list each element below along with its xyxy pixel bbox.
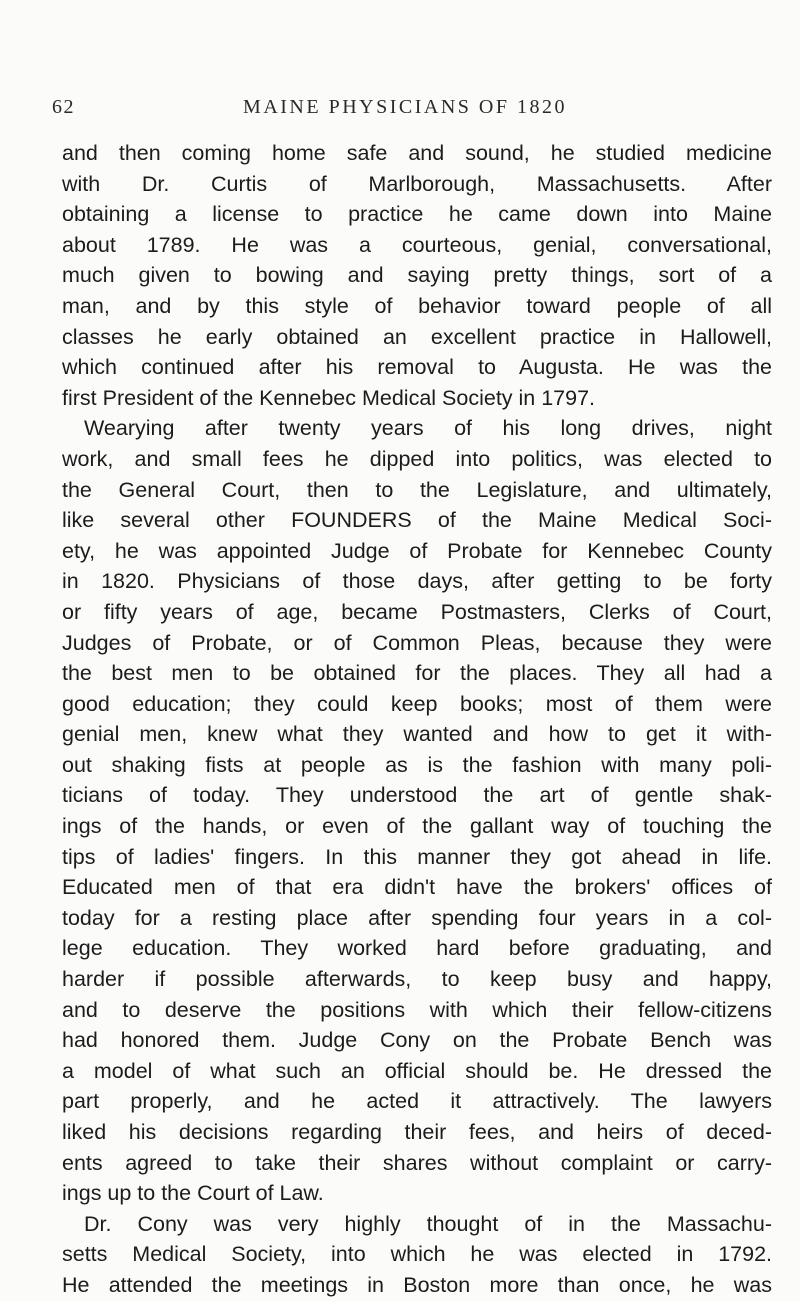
text-line: and to deserve the positions with which their fellow-citizens bbox=[62, 997, 772, 1022]
text-line: which continued after his removal to Augusta. He was the bbox=[62, 355, 772, 380]
text-line: ety, he was appointed Judge of Probate for Kennebec County bbox=[62, 538, 772, 563]
text-line: out shaking fists at people as is the fashion with many poli- bbox=[62, 752, 772, 777]
text-line: He attended the meetings in Boston more than once, he was bbox=[62, 1272, 772, 1297]
page-header bbox=[52, 96, 758, 124]
running-head: MAINE PHYSICIANS OF 1820 bbox=[243, 96, 567, 118]
text-line: tips of ladies' fingers. In this manner they got ahead in life. bbox=[62, 844, 772, 869]
page-number: 62 bbox=[52, 96, 75, 118]
text-line: the General Court, then to the Legislature, and ultimately, bbox=[62, 477, 772, 502]
text-line: or fifty years of age, became Postmasters, Clerks of Court, bbox=[62, 599, 772, 624]
paragraph-start-line: Dr. Cony was very highly thought of in the Massachu- bbox=[84, 1211, 772, 1236]
paragraph-start-line: Wearying after twenty years of his long drives, night bbox=[84, 416, 772, 441]
text-line: harder if possible afterwards, to keep busy and happy, bbox=[62, 967, 772, 992]
text-line: about 1789. He was a courteous, genial, conversational, bbox=[62, 232, 772, 257]
text-line: the best men to be obtained for the places. They all had a bbox=[62, 661, 772, 686]
text-line: like several other FOUNDERS of the Maine Medical Soci- bbox=[62, 508, 772, 533]
body-text bbox=[62, 138, 772, 1301]
text-line: work, and small fees he dipped into politics, was elected to bbox=[62, 446, 772, 471]
text-line: in 1820. Physicians of those days, after getting to be forty bbox=[62, 569, 772, 594]
text-line: ings up to the Court of Law. bbox=[62, 1181, 324, 1206]
text-line: much given to bowing and saying pretty things, sort of a bbox=[62, 263, 772, 288]
text-line: a model of what such an official should be. He dressed the bbox=[62, 1058, 772, 1083]
text-line: part properly, and he acted it attractively. The lawyers bbox=[62, 1089, 772, 1114]
text-line: ents agreed to take their shares without complaint or carry- bbox=[62, 1150, 772, 1175]
text-line: Educated men of that era didn't have the brokers' offices of bbox=[62, 875, 772, 900]
text-line: classes he early obtained an excellent practice in Hallowell, bbox=[62, 324, 772, 349]
text-line: genial men, knew what they wanted and how to get it with- bbox=[62, 722, 772, 747]
text-line: setts Medical Society, into which he was elected in 1792. bbox=[62, 1242, 772, 1267]
text-line: lege education. They worked hard before graduating, and bbox=[62, 936, 772, 961]
text-line: obtaining a license to practice he came down into Maine bbox=[62, 202, 772, 227]
text-line: and then coming home safe and sound, he studied medicine bbox=[62, 141, 772, 165]
text-line: first President of the Kennebec Medical Society in 1797. bbox=[62, 385, 596, 410]
text-line: good education; they could keep books; most of them were bbox=[62, 691, 772, 716]
text-line: ticians of today. They understood the art of gentle shak- bbox=[62, 783, 772, 808]
text-line: today for a resting place after spending four years in a col- bbox=[62, 905, 772, 930]
text-line: Judges of Probate, or of Common Pleas, because they were bbox=[62, 630, 772, 655]
text-line: liked his decisions regarding their fees, and heirs of deced- bbox=[62, 1120, 772, 1144]
text-line: man, and by this style of behavior toward people of all bbox=[62, 293, 772, 318]
text-line: ings of the hands, or even of the gallant way of touching the bbox=[62, 814, 772, 839]
text-line: with Dr. Curtis of Marlborough, Massachusetts. After bbox=[62, 171, 772, 196]
text-line: had honored them. Judge Cony on the Probate Bench was bbox=[62, 1028, 772, 1053]
